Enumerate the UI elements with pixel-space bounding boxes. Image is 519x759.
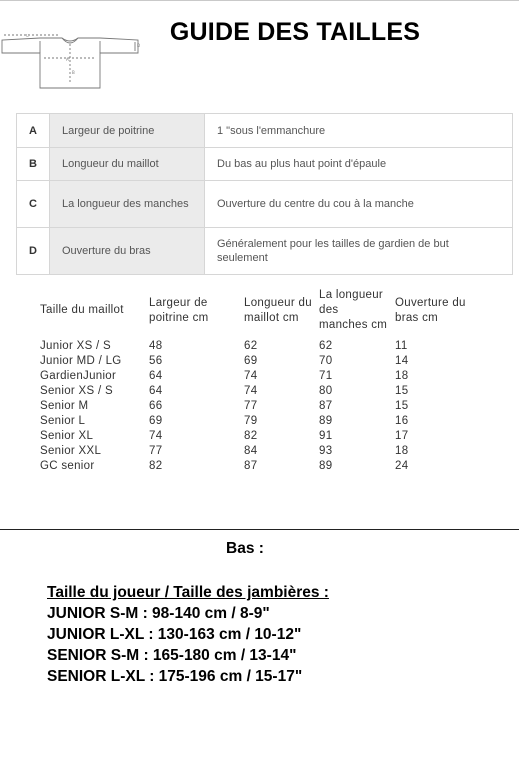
shin-guard-size-line: JUNIOR S-M : 98-140 cm / 8-9"	[47, 605, 270, 622]
length-cell: 74	[244, 385, 258, 397]
column-header: La longueur des manches cm	[319, 289, 388, 331]
table-row	[33, 399, 473, 414]
legend-label: La longueur des manches	[50, 181, 205, 228]
arm-opening-cell: 11	[395, 340, 408, 352]
legend-letter: D	[17, 228, 50, 275]
legend-description: Généralement pour les tailles de gardien de but seulement	[205, 228, 513, 275]
chest-cell: 48	[149, 340, 163, 352]
legend-label: Longueur du maillot	[50, 148, 205, 181]
table-row	[33, 414, 473, 429]
sleeve-cell: 91	[319, 430, 333, 442]
bas-section-title: Bas :	[226, 540, 264, 557]
arm-opening-cell: 15	[395, 385, 409, 397]
sleeve-cell: 62	[319, 340, 333, 352]
shin-guard-size-line: SENIOR L-XL : 175-196 cm / 15-17"	[47, 668, 303, 685]
sleeve-cell: 87	[319, 400, 333, 412]
length-cell: 82	[244, 430, 258, 442]
column-header: Longueur du maillot cm	[244, 296, 312, 324]
sleeve-cell: 70	[319, 355, 333, 367]
sleeve-cell: 93	[319, 445, 333, 457]
size-cell: Senior XL	[40, 430, 94, 442]
size-cell: Senior XS / S	[40, 385, 113, 397]
chest-cell: 66	[149, 400, 163, 412]
legend-label: Largeur de poitrine	[50, 114, 205, 148]
chest-cell: 64	[149, 385, 163, 397]
size-cell: GC senior	[40, 460, 95, 472]
column-header: Ouverture du bras cm	[395, 296, 466, 324]
length-cell: 62	[244, 340, 258, 352]
svg-text:C: C	[26, 34, 29, 38]
legend-letter: A	[17, 114, 50, 148]
arm-opening-cell: 14	[395, 355, 409, 367]
table-row	[33, 459, 473, 474]
arm-opening-cell: 15	[395, 400, 409, 412]
shin-guard-size-line: JUNIOR L-XL : 130-163 cm / 10-12"	[47, 626, 302, 643]
size-cell: Junior MD / LG	[40, 355, 122, 367]
sleeve-cell: 71	[319, 370, 333, 382]
size-cell: Senior L	[40, 415, 86, 427]
chest-cell: 77	[149, 445, 163, 457]
shin-guard-size-line: SENIOR S-M : 165-180 cm / 13-14"	[47, 647, 297, 664]
section-divider	[0, 529, 519, 530]
column-header: Taille du maillot	[40, 304, 124, 316]
size-cell: Senior M	[40, 400, 89, 412]
measurement-legend-table	[16, 113, 513, 275]
legend-row	[17, 114, 513, 148]
shin-guard-list-header: Taille du joueur / Taille des jambières :	[47, 584, 329, 601]
table-row	[33, 384, 473, 399]
table-row	[33, 429, 473, 444]
arm-opening-cell: 18	[395, 445, 409, 457]
table-row	[33, 444, 473, 459]
length-cell: 87	[244, 460, 258, 472]
length-cell: 79	[244, 415, 258, 427]
top-divider	[0, 0, 519, 1]
sleeve-cell: 89	[319, 460, 333, 472]
arm-opening-cell: 16	[395, 415, 409, 427]
length-cell: 77	[244, 400, 258, 412]
length-cell: 74	[244, 370, 258, 382]
arm-opening-cell: 18	[395, 370, 409, 382]
table-row	[33, 369, 473, 384]
size-chart-table	[33, 288, 473, 474]
jersey-measurement-diagram	[0, 34, 142, 90]
size-cell: Junior XS / S	[40, 340, 112, 352]
svg-text:A: A	[66, 57, 69, 62]
legend-row	[17, 148, 513, 181]
legend-row	[17, 228, 513, 275]
chest-cell: 82	[149, 460, 163, 472]
page-title: GUIDE DES TAILLES	[169, 18, 421, 46]
legend-label: Ouverture du bras	[50, 228, 205, 275]
legend-description: Ouverture du centre du cou à la manche	[205, 181, 513, 228]
column-header: Largeur de poitrine cm	[149, 296, 209, 324]
legend-description: 1 "sous l'emmanchure	[205, 114, 513, 148]
shin-guard-size-list	[47, 582, 329, 687]
svg-text:B: B	[72, 70, 75, 75]
size-cell: Senior XXL	[40, 445, 102, 457]
sleeve-cell: 80	[319, 385, 333, 397]
legend-row	[17, 181, 513, 228]
size-chart-header-row	[33, 288, 473, 339]
size-cell: GardienJunior	[40, 370, 117, 382]
arm-opening-cell: 24	[395, 460, 409, 472]
legend-letter: B	[17, 148, 50, 181]
chest-cell: 69	[149, 415, 163, 427]
chest-cell: 64	[149, 370, 163, 382]
legend-description: Du bas au plus haut point d'épaule	[205, 148, 513, 181]
sleeve-cell: 89	[319, 415, 333, 427]
legend-letter: C	[17, 181, 50, 228]
chest-cell: 56	[149, 355, 163, 367]
arm-opening-cell: 17	[395, 430, 409, 442]
table-row	[33, 339, 473, 354]
length-cell: 84	[244, 445, 258, 457]
chest-cell: 74	[149, 430, 163, 442]
length-cell: 69	[244, 355, 258, 367]
svg-text:D: D	[137, 43, 141, 48]
table-row	[33, 354, 473, 369]
